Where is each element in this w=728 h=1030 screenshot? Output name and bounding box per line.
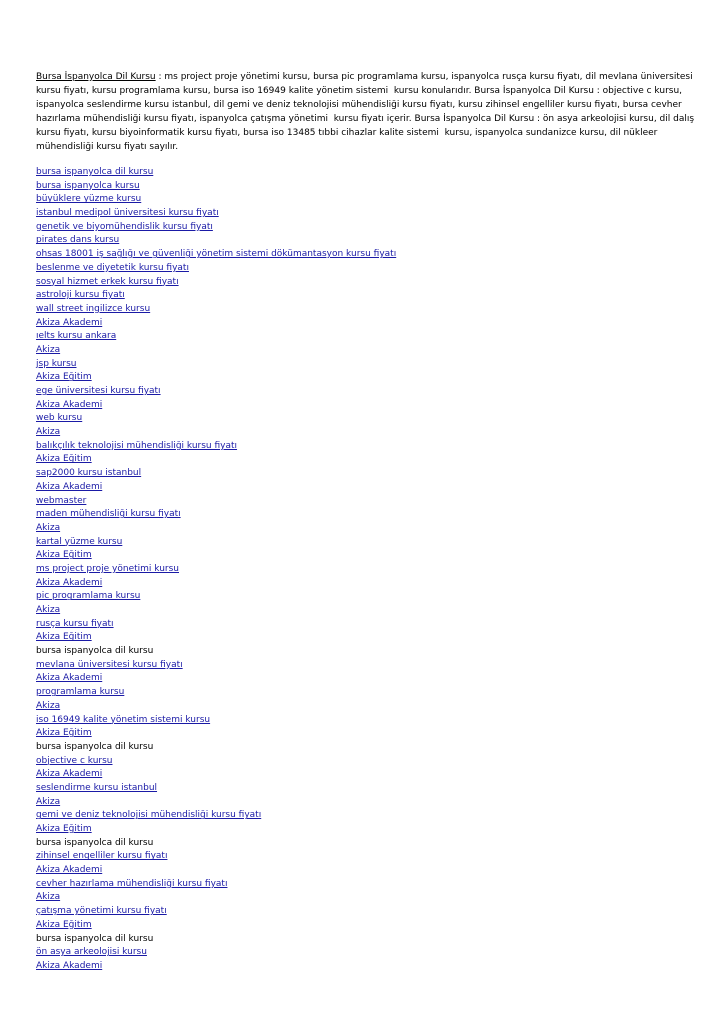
list-item — [36, 303, 696, 317]
list-item — [36, 645, 696, 659]
list-item — [36, 385, 696, 399]
list-item-text: bursa ispanyolca dil kursu — [36, 837, 154, 848]
list-item — [36, 344, 696, 358]
list-item — [36, 768, 696, 782]
list-item — [36, 604, 696, 618]
list-item — [36, 946, 696, 960]
list-item — [36, 796, 696, 810]
list-item — [36, 755, 696, 769]
list-item-link[interactable]: Akiza Eğitim — [36, 632, 92, 643]
list-item — [36, 193, 696, 207]
link-list — [36, 166, 696, 974]
list-item-link[interactable]: ms project proje yönetimi kursu — [36, 563, 179, 574]
list-item-text: bursa ispanyolca dil kursu — [36, 741, 154, 752]
list-item — [36, 741, 696, 755]
list-item-link[interactable]: Akiza Eğitim — [36, 550, 92, 561]
list-item-link[interactable]: iso 16949 kalite yönetim sistemi kursu — [36, 714, 211, 725]
list-item — [36, 686, 696, 700]
list-item — [36, 536, 696, 550]
list-item — [36, 180, 696, 194]
list-item-link[interactable]: ıelts kursu ankara — [36, 331, 117, 342]
list-item-link[interactable]: sosyal hizmet erkek kursu fiyatı — [36, 276, 179, 287]
list-item-link[interactable]: objective c kursu — [36, 755, 113, 766]
list-item-link[interactable]: maden mühendisliği kursu fiyatı — [36, 509, 181, 520]
list-item — [36, 467, 696, 481]
list-item-link[interactable]: jsp kursu — [36, 358, 77, 369]
list-item — [36, 426, 696, 440]
list-item-link[interactable]: Akiza — [36, 796, 61, 807]
list-item-link[interactable]: zihinsel engelliler kursu fiyatı — [36, 851, 168, 862]
list-item — [36, 960, 696, 974]
list-item-link[interactable]: Akiza Akademi — [36, 317, 103, 328]
list-item — [36, 453, 696, 467]
list-item-link[interactable]: Akiza — [36, 700, 61, 711]
list-item-link[interactable]: balıkçılık teknolojisi mühendisliği kursu fiyatı — [36, 440, 238, 451]
intro-body-text: : ms project proje yönetimi kursu, bursa pic programlama kursu, ispanyolca rusça kursu fiyatı, dil mevlana üniversitesi kursu fiyatı, kursu programlama kursu, bursa iso 16949 kalite yönetim sistemi kursu konularıdır. Bursa İspanyolca Dil Kursu : objective c kursu, ispanyolca seslendirme kursu istanbul, dil gemi ve deniz teknolojisi mühendisliği kursu fiyatı, kursu zihinsel engelliler kursu fiyatı, bursa cevher hazırlama mühendisliği kursu fiyatı, ispanyolca çatışma yönetimi kursu fiyatı içerir. Bursa İspanyolca Dil Kursu : ön asya arkeolojisi kursu, dil dalış kursu fiyatı, kursu biyoinformatik kursu fiyatı, bursa iso 13485 tıbbi cihazlar kalite sistemi kursu, ispanyolca sundanizce kursu, dil nükleer mühendisliği kursu fiyatı sayılır. — [36, 72, 697, 152]
list-item-link[interactable]: programlama kursu — [36, 687, 125, 698]
intro-title-link[interactable]: Bursa İspanyolca Dil Kursu — [36, 72, 156, 82]
list-item — [36, 837, 696, 851]
list-item — [36, 878, 696, 892]
list-item-text: bursa ispanyolca dil kursu — [36, 646, 154, 657]
list-item — [36, 522, 696, 536]
list-item — [36, 659, 696, 673]
list-item-link[interactable]: ön asya arkeolojisi kursu — [36, 947, 147, 958]
list-item-link[interactable]: Akiza Akademi — [36, 960, 103, 971]
list-item — [36, 412, 696, 426]
list-item — [36, 905, 696, 919]
list-item — [36, 577, 696, 591]
list-item-link[interactable]: kartal yüzme kursu — [36, 536, 123, 547]
list-item-link[interactable]: Akiza Eğitim — [36, 919, 92, 930]
list-item-link[interactable]: büyüklere yüzme kursu — [36, 194, 142, 205]
list-item-link[interactable]: bursa ispanyolca dil kursu — [36, 167, 154, 177]
list-item — [36, 631, 696, 645]
list-item-link[interactable]: cevher hazırlama mühendisliği kursu fiyatı — [36, 878, 228, 889]
list-item — [36, 262, 696, 276]
list-item-link[interactable]: Akiza Eğitim — [36, 728, 92, 739]
list-item — [36, 823, 696, 837]
list-item-link[interactable]: bursa ispanyolca kursu — [36, 180, 140, 191]
list-item — [36, 207, 696, 221]
list-item-link[interactable]: beslenme ve diyetetik kursu fiyatı — [36, 262, 189, 273]
list-item — [36, 166, 696, 180]
list-item — [36, 672, 696, 686]
list-item — [36, 700, 696, 714]
list-item — [36, 481, 696, 495]
list-item-link[interactable]: Akiza — [36, 892, 61, 903]
list-item — [36, 727, 696, 741]
list-item — [36, 221, 696, 235]
list-item-link[interactable]: Akiza — [36, 605, 61, 615]
list-item — [36, 508, 696, 522]
list-item-link[interactable]: web kursu — [36, 413, 83, 424]
list-item-link[interactable]: çatışma yönetimi kursu fiyatı — [36, 906, 167, 917]
list-item — [36, 440, 696, 454]
list-item-link[interactable]: Akiza Akademi — [36, 865, 103, 876]
list-item-link[interactable]: Akiza — [36, 344, 61, 355]
list-item — [36, 563, 696, 577]
list-item-link[interactable]: genetik ve biyomühendislik kursu fiyatı — [36, 221, 213, 232]
list-item — [36, 248, 696, 262]
list-item-link[interactable]: astroloji kursu fiyatı — [36, 290, 125, 301]
list-item — [36, 850, 696, 864]
list-item-link[interactable]: Akiza Akademi — [36, 577, 103, 588]
list-item-link[interactable]: Akiza Akademi — [36, 399, 103, 410]
list-item — [36, 371, 696, 385]
list-item-link[interactable]: Akiza Akademi — [36, 481, 103, 492]
list-item — [36, 549, 696, 563]
list-item-link[interactable]: Akiza Akademi — [36, 673, 103, 684]
list-item — [36, 864, 696, 878]
document-page — [36, 70, 696, 974]
list-item-link[interactable]: seslendirme kursu istanbul — [36, 782, 158, 793]
list-item — [36, 495, 696, 509]
list-item-link[interactable]: pirates dans kursu — [36, 235, 120, 246]
intro-paragraph — [36, 70, 696, 154]
list-item — [36, 330, 696, 344]
list-item — [36, 933, 696, 947]
list-item — [36, 809, 696, 823]
list-item — [36, 234, 696, 248]
list-item-link[interactable]: mevlana üniversitesi kursu fiyatı — [36, 659, 183, 670]
list-item-link[interactable]: Akiza — [36, 522, 61, 533]
list-item — [36, 714, 696, 728]
list-item-link[interactable]: Akiza Eğitim — [36, 824, 92, 834]
list-item-link[interactable]: sap2000 kursu istanbul — [36, 468, 142, 479]
list-item — [36, 618, 696, 632]
list-item-link[interactable]: wall street ingilizce kursu — [36, 303, 151, 314]
list-item — [36, 276, 696, 290]
list-item — [36, 919, 696, 933]
list-item — [36, 782, 696, 796]
list-item-link[interactable]: pic programlama kursu — [36, 591, 141, 602]
list-item-link[interactable]: webmaster — [36, 495, 87, 506]
list-item — [36, 590, 696, 604]
list-item-text: bursa ispanyolca dil kursu — [36, 933, 154, 944]
list-item — [36, 289, 696, 303]
list-item-link[interactable]: Akiza Akademi — [36, 769, 103, 780]
list-item — [36, 891, 696, 905]
list-item-link[interactable]: gemi ve deniz teknolojisi mühendisliği kursu fiyatı — [36, 810, 262, 821]
list-item-link[interactable]: istanbul medipol üniversitesi kursu fiyatı — [36, 208, 219, 219]
list-item-link[interactable]: ege üniversitesi kursu fiyatı — [36, 386, 161, 396]
list-item-link[interactable]: rusça kursu fiyatı — [36, 618, 114, 629]
list-item — [36, 399, 696, 413]
list-item-link[interactable]: Akiza Eğitim — [36, 454, 92, 465]
list-item — [36, 317, 696, 331]
list-item-link[interactable]: ohsas 18001 iş sağlığı ve güvenliği yönetim sistemi dökümantasyon kursu fiyatı — [36, 249, 397, 260]
list-item-link[interactable]: Akiza — [36, 427, 61, 438]
list-item-link[interactable]: Akiza Eğitim — [36, 372, 92, 383]
list-item — [36, 358, 696, 372]
